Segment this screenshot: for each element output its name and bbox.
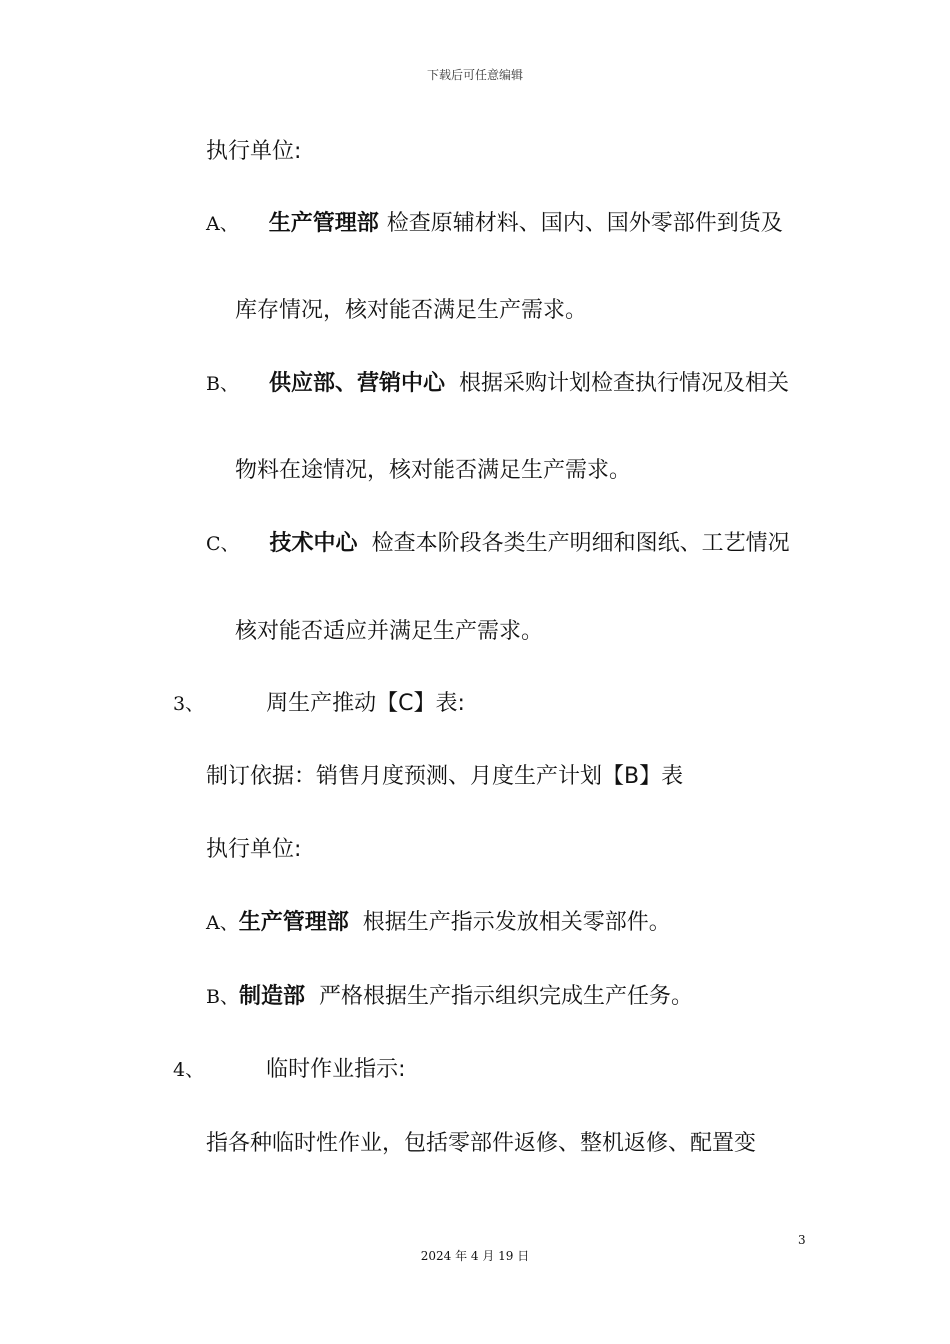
item-text: 根据生产指示发放相关零部件。 bbox=[362, 910, 671, 935]
item-marker: B、 bbox=[206, 986, 239, 1008]
item-text: 根据采购计划检查执行情况及相关 bbox=[458, 371, 789, 396]
section-4-heading bbox=[173, 1055, 406, 1085]
item-c-continuation: 核对能否适应并满足生产需求。 bbox=[235, 619, 544, 644]
page-header: 下载后可任意编辑 bbox=[426, 68, 523, 82]
item-b-continuation: 物料在途情况，核对能否满足生产需求。 bbox=[235, 458, 632, 483]
section-title: 周生产推动【C】表: bbox=[266, 691, 465, 716]
section4-text: 指各种临时性作业，包括零部件返修、整机返修、配置变 bbox=[206, 1131, 757, 1156]
item-a-continuation: 库存情况，核对能否满足生产需求。 bbox=[235, 298, 588, 323]
section-marker: 3、 bbox=[173, 693, 205, 715]
item-marker: A、 bbox=[206, 213, 239, 235]
item-text: 严格根据生产指示组织完成生产任务。 bbox=[318, 984, 693, 1009]
item-text: 检查原辅材料、国内、国外零部件到货及 bbox=[386, 211, 783, 236]
basis-line: 制订依据：销售月度预测、月度生产计划【B】表 bbox=[206, 764, 684, 789]
section-marker: 4、 bbox=[173, 1059, 205, 1081]
dept-name: 供应部、营销中心 bbox=[268, 371, 445, 396]
dept-name: 生产管理部 bbox=[268, 211, 379, 236]
item-text: 检查本阶段各类生产明细和图纸、工艺情况 bbox=[371, 531, 790, 556]
exec-unit-label: 执行单位: bbox=[206, 139, 302, 164]
section3-item-a bbox=[206, 908, 671, 938]
item-marker: B、 bbox=[206, 373, 239, 395]
item-marker: C、 bbox=[206, 533, 240, 555]
item-a-line bbox=[206, 209, 783, 239]
page-number: 3 bbox=[798, 1233, 806, 1247]
section3-item-b bbox=[206, 982, 693, 1012]
item-c-line bbox=[206, 529, 790, 559]
section-title: 临时作业指示: bbox=[266, 1057, 406, 1082]
footer-date: 2024 年 4 月 19 日 bbox=[420, 1249, 530, 1263]
section-3-heading bbox=[173, 689, 465, 719]
dept-name: 制造部 bbox=[238, 984, 305, 1009]
dept-name: 生产管理部 bbox=[238, 910, 349, 935]
item-marker: A、 bbox=[206, 912, 239, 934]
dept-name: 技术中心 bbox=[269, 531, 358, 556]
item-b-line bbox=[206, 369, 789, 399]
exec-unit-label: 执行单位: bbox=[206, 837, 302, 862]
